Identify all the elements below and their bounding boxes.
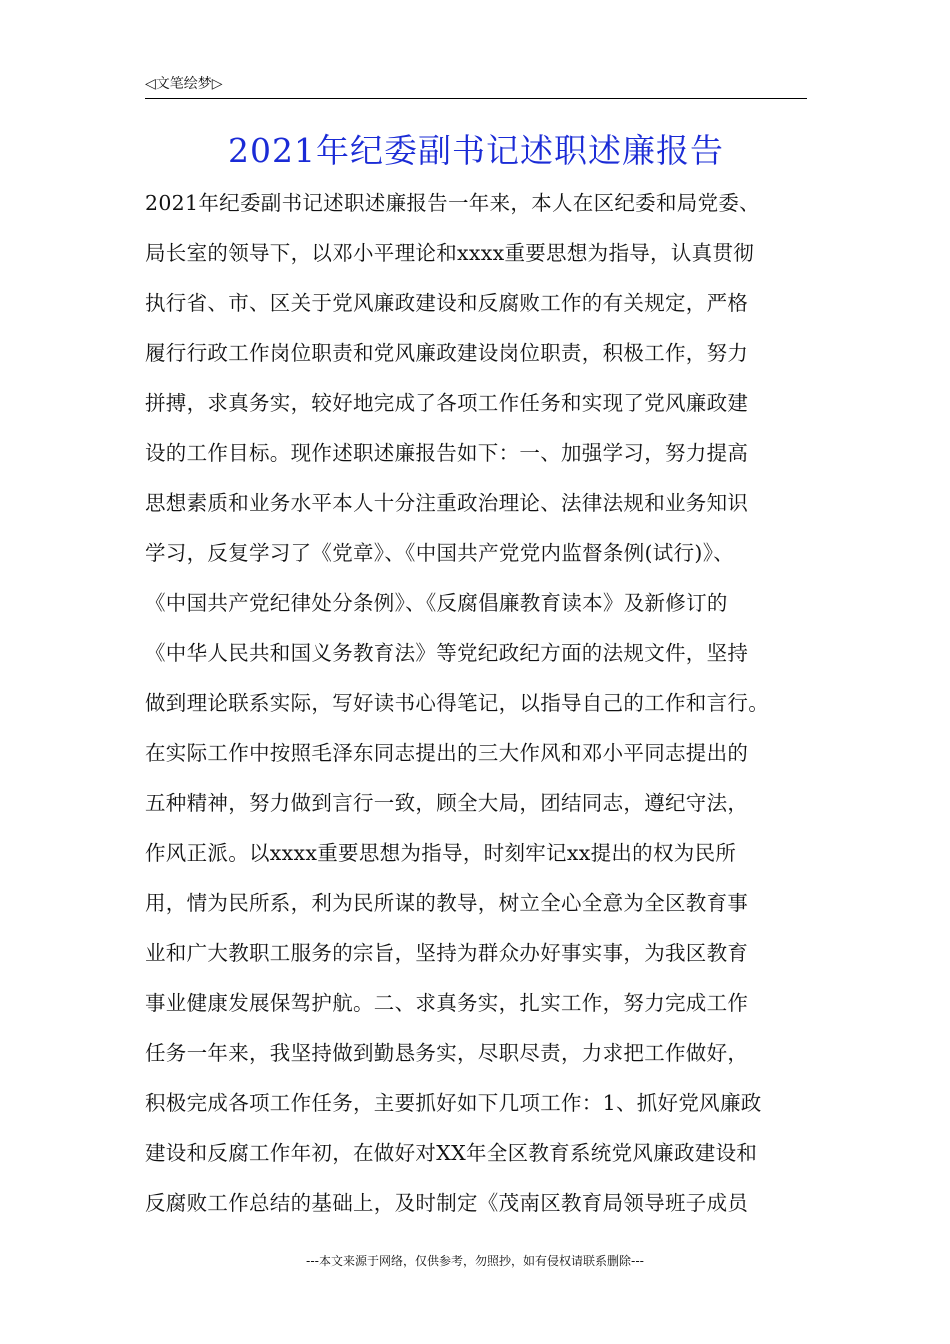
body-line: 反腐败工作总结的基础上，及时制定《茂南区教育局领导班子成员 <box>145 1191 749 1215</box>
body-line: 用，情为民所系，利为民所谋的教导，树立全心全意为全区教育事 <box>145 891 749 915</box>
body-line: 业和广大教职工服务的宗旨，坚持为群众办好事实事，为我区教育 <box>145 941 749 965</box>
body-line: 履行行政工作岗位职责和党风廉政建设岗位职责，积极工作，努力 <box>145 341 749 365</box>
body-line: 做到理论联系实际，写好读书心得笔记，以指导自己的工作和言行。 <box>145 691 769 715</box>
body-line: 任务一年来，我坚持做到勤恳务实，尽职尽责，力求把工作做好， <box>145 1041 749 1065</box>
body-line: 执行省、市、区关于党风廉政建设和反腐败工作的有关规定，严格 <box>145 291 749 315</box>
body-line: 五种精神，努力做到言行一致，顾全大局，团结同志，遵纪守法， <box>145 791 749 815</box>
body-line: 设的工作目标。现作述职述廉报告如下：一、加强学习，努力提高 <box>145 441 749 465</box>
body-line: 思想素质和业务水平本人十分注重政治理论、法律法规和业务知识 <box>145 491 749 515</box>
body-line: 2021年纪委副书记述职述廉报告一年来，本人在区纪委和局党委、 <box>145 191 760 215</box>
body-line: 学习，反复学习了《党章》、《中国共产党党内监督条例(试行)》、 <box>145 541 735 565</box>
body-line: 局长室的领导下，以邓小平理论和xxxx重要思想为指导，认真贯彻 <box>145 241 755 265</box>
body-line: 事业健康发展保驾护航。二、求真务实，扎实工作，努力完成工作 <box>145 991 749 1015</box>
body-line: 拼搏，求真务实，较好地完成了各项工作任务和实现了党风廉政建 <box>145 391 749 415</box>
source-disclaimer: ---本文来源于网络，仅供参考，勿照抄，如有侵权请联系删除--- <box>306 1254 644 1268</box>
body-line: 积极完成各项工作任务，主要抓好如下几项工作：1、抓好党风廉政 <box>145 1091 762 1115</box>
body-line: 在实际工作中按照毛泽东同志提出的三大作风和邓小平同志提出的 <box>145 741 749 765</box>
document-title: 2021年纪委副书记述职述廉报告 <box>228 131 724 170</box>
page-header <box>145 74 807 99</box>
body-line: 《中华人民共和国义务教育法》等党纪政纪方面的法规文件，坚持 <box>145 641 749 665</box>
document-body <box>145 178 815 1228</box>
brand-label: ◁文笔绘梦▷ <box>145 76 223 92</box>
body-line: 《中国共产党纪律处分条例》、《反腐倡廉教育读本》及新修订的 <box>145 591 728 615</box>
body-line: 建设和反腐工作年初，在做好对XX年全区教育系统党风廉政建设和 <box>145 1141 758 1165</box>
body-line: 作风正派。以xxxx重要思想为指导，时刻牢记xx提出的权为民所 <box>145 841 737 865</box>
